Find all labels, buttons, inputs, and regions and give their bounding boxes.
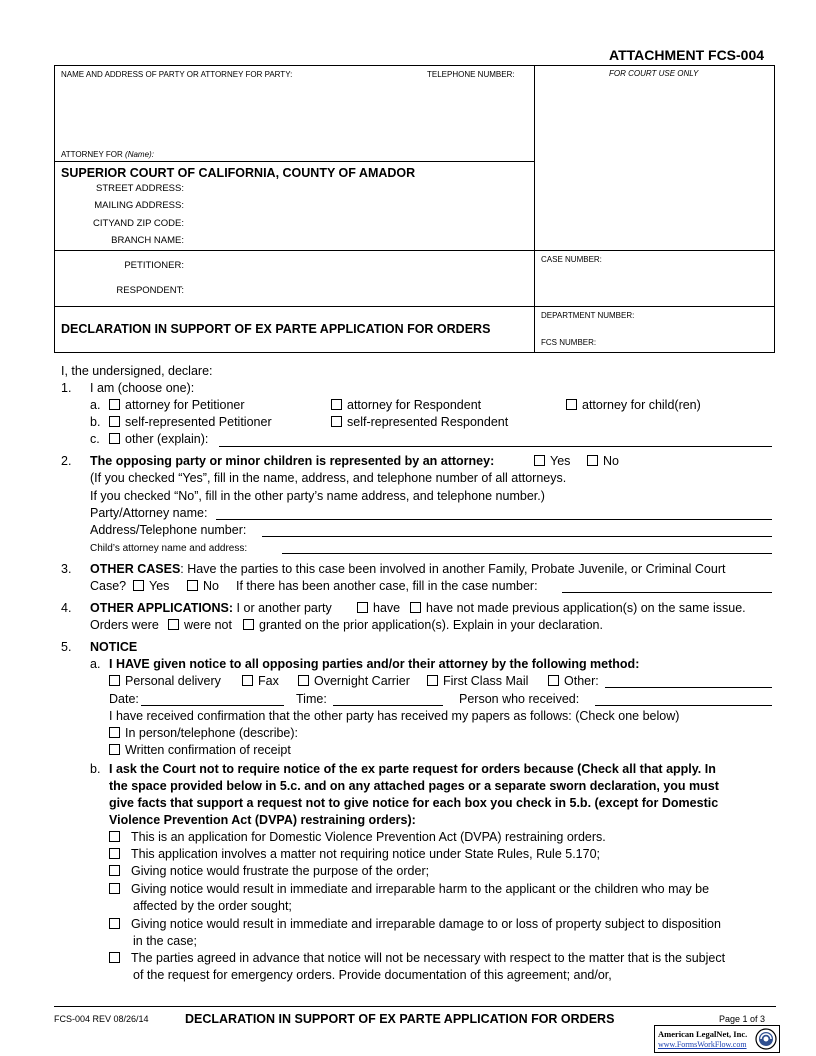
no-label: No [603, 454, 619, 468]
confirm-in-person[interactable] [109, 726, 298, 740]
checkbox[interactable] [298, 675, 309, 686]
footer-form-rev: FCS-004 REV 08/26/14 [54, 1014, 149, 1024]
s5-a-label: a. [90, 657, 101, 671]
child-attorney-label: Child’s attorney name and address: [90, 543, 248, 554]
checkbox[interactable] [109, 675, 120, 686]
reason-label: Giving notice would frustrate the purpose of the order; [131, 864, 430, 878]
checkbox[interactable] [109, 883, 120, 894]
attorney-for-name: (Name): [125, 150, 154, 159]
s3-question: : Have the parties to this case been involved in another Family, Probate Juvenile, or Criminal Court [180, 562, 726, 576]
s2-number: 2. [61, 454, 72, 468]
american-legalnet-logo [654, 1025, 780, 1053]
department-number-label: DEPARTMENT NUMBER: [541, 311, 635, 320]
reason-label: This is an application for Domestic Violence Prevention Act (DVPA) restraining orders. [131, 830, 606, 844]
reason-frustrate[interactable] [109, 864, 429, 878]
reason-harm-cont: affected by the order sought; [133, 899, 292, 913]
city-zip-label: CITYAND ZIP CODE: [93, 218, 184, 229]
in-person-label: In person/telephone (describe): [125, 726, 299, 740]
opt-self-petitioner[interactable] [109, 415, 272, 429]
have-label: have [373, 601, 401, 615]
notice-personal[interactable] [109, 674, 221, 688]
s3-case-q: Case? [90, 579, 127, 593]
checkbox[interactable] [243, 619, 254, 630]
date-label: Date: [109, 692, 139, 706]
date-line[interactable] [141, 705, 284, 706]
other-label: Other: [564, 674, 599, 688]
fax-label: Fax [258, 674, 279, 688]
reason-label: The parties agreed in advance that notice will not be necessary with respect to the matter that is the subject [131, 951, 726, 965]
person-line[interactable] [595, 705, 772, 706]
s4-text: I or another party [236, 601, 332, 615]
checkbox[interactable] [534, 455, 545, 466]
s2-line2: If you checked “No”, fill in the other party’s name address, and telephone number.) [90, 489, 545, 503]
reason-dvpa[interactable] [109, 830, 606, 844]
s4-have-not[interactable] [410, 601, 746, 615]
opt-other[interactable] [109, 432, 208, 446]
s4-number: 4. [61, 601, 72, 615]
reason-agreed-cont: of the request for emergency orders. Provide documentation of this agreement; and/or, [133, 968, 612, 982]
granted-label: granted on the prior application(s). Explain in your declaration. [259, 618, 603, 632]
notice-other[interactable] [548, 674, 599, 688]
personal-label: Personal delivery [125, 674, 221, 688]
opt-label: self-represented Respondent [347, 415, 509, 429]
mailing-address-label: MAILING ADDRESS: [94, 200, 184, 211]
address-phone-label: Address/Telephone number: [90, 523, 247, 537]
notice-first-class[interactable] [427, 674, 528, 688]
person-label: Person who received: [459, 692, 580, 706]
form-title: DECLARATION IN SUPPORT OF EX PARTE APPLICATION FOR ORDERS [61, 322, 491, 336]
party-attorney-line[interactable] [216, 519, 772, 520]
opt-self-respondent[interactable] [331, 415, 508, 429]
s4-orders-were: Orders were [90, 618, 159, 632]
s3-yes[interactable] [133, 579, 169, 593]
s5-b-line4: Violence Prevention Act (DVPA) restraining orders): [109, 813, 416, 827]
respondent-label: RESPONDENT: [116, 285, 184, 296]
checkbox[interactable] [587, 455, 598, 466]
yes-label: Yes [550, 454, 571, 468]
opt-label: attorney for Petitioner [125, 398, 245, 412]
reason-rule-5170[interactable] [109, 847, 600, 861]
s4-have[interactable] [357, 601, 400, 615]
checkbox[interactable] [357, 602, 368, 613]
yes-label: Yes [149, 579, 170, 593]
s2-yes[interactable] [534, 454, 570, 468]
s5-b-line2: the space provided below in 5.c. and on any attached pages or a separate sworn declaration, you must [109, 779, 719, 793]
footer-rule [54, 1006, 776, 1007]
court-name: SUPERIOR COURT OF CALIFORNIA, COUNTY OF AMADOR [61, 166, 416, 180]
s5-title: NOTICE [90, 640, 138, 654]
reason-label: This application involves a matter not requiring notice under State Rules, Rule 5.170; [131, 847, 601, 861]
checkbox[interactable] [109, 416, 120, 427]
reason-property-cont: in the case; [133, 934, 197, 948]
logo-line1: American LegalNet, Inc. [658, 1029, 748, 1039]
s5-b-label: b. [90, 762, 101, 776]
opt-label: attorney for Respondent [347, 398, 482, 412]
first-class-label: First Class Mail [443, 674, 529, 688]
notice-fax[interactable] [242, 674, 279, 688]
s2-title: The opposing party or minor children is represented by an attorney: [90, 454, 495, 468]
s3-no[interactable] [187, 579, 219, 593]
time-label: Time: [296, 692, 327, 706]
opt-attorney-respondent[interactable] [331, 398, 481, 412]
confirm-written[interactable] [109, 743, 291, 757]
checkbox[interactable] [109, 744, 120, 755]
reason-harm[interactable] [109, 882, 709, 896]
opt-attorney-petitioner[interactable] [109, 398, 245, 412]
attorney-for-text: ATTORNEY FOR [61, 150, 123, 159]
checkbox[interactable] [168, 619, 179, 630]
s3-number: 3. [61, 562, 72, 576]
s5-number: 5. [61, 640, 72, 654]
checkbox[interactable] [109, 831, 120, 842]
s1-b-label: b. [90, 415, 101, 429]
s1-c-label: c. [90, 432, 100, 446]
opt-label: self-represented Petitioner [125, 415, 272, 429]
overnight-label: Overnight Carrier [314, 674, 410, 688]
attorney-for-label [61, 150, 154, 159]
s5-b-line1: I ask the Court not to require notice of the ex parte request for orders because (Check all that apply. In [109, 762, 716, 776]
s4-title: OTHER APPLICATIONS: [90, 601, 234, 615]
fcs-number-label: FCS NUMBER: [541, 338, 597, 347]
party-label: NAME AND ADDRESS OF PARTY OR ATTORNEY FOR PARTY: [61, 70, 293, 79]
s2-no[interactable] [587, 454, 619, 468]
checkbox[interactable] [109, 848, 120, 859]
address-phone-line[interactable] [262, 536, 772, 537]
branch-name-label: BRANCH NAME: [111, 235, 184, 246]
footer-page: Page 1 of 3 [719, 1014, 766, 1024]
opt-attorney-children[interactable] [566, 398, 701, 412]
attachment-title: ATTACHMENT FCS-004 [609, 47, 765, 63]
child-attorney-line[interactable] [282, 553, 772, 554]
checkbox[interactable] [109, 865, 120, 876]
court-use-label: FOR COURT USE ONLY [609, 69, 699, 78]
s5-b-line3: give facts that support a request not to give notice for each box you check in 5.b. (except for Domestic [109, 796, 719, 810]
checkbox[interactable] [331, 399, 342, 410]
logo-emblem-icon [755, 1028, 777, 1050]
s4-granted[interactable] [243, 618, 603, 632]
opt-label: attorney for child(ren) [582, 398, 701, 412]
logo-line2: www.FormsWorkFlow.com [658, 1040, 747, 1049]
reason-agreed[interactable] [109, 951, 725, 965]
s3-text [90, 562, 725, 576]
opt-label: other (explain): [125, 432, 209, 446]
checkbox[interactable] [242, 675, 253, 686]
intro-text: I, the undersigned, declare: [61, 364, 213, 378]
written-label: Written confirmation of receipt [125, 743, 291, 757]
reason-property[interactable] [109, 917, 721, 931]
footer-title: DECLARATION IN SUPPORT OF EX PARTE APPLICATION FOR ORDERS [185, 1012, 615, 1026]
s2-line1: (If you checked “Yes”, fill in the name, address, and telephone number of all attorneys. [90, 471, 567, 485]
checkbox[interactable] [109, 952, 120, 963]
s1-a-label: a. [90, 398, 101, 412]
s3-title: OTHER CASES [90, 562, 181, 576]
checkbox[interactable] [410, 602, 421, 613]
checkbox[interactable] [133, 580, 144, 591]
checkbox[interactable] [427, 675, 438, 686]
notice-overnight[interactable] [298, 674, 410, 688]
reason-label: Giving notice would result in immediate and irreparable harm to the applicant or the children who may be [131, 882, 710, 896]
s1-number: 1. [61, 381, 72, 395]
have-not-label: have not made previous application(s) on the same issue. [426, 601, 746, 615]
checkbox[interactable] [109, 399, 120, 410]
case-number-label: CASE NUMBER: [541, 255, 602, 264]
telephone-label: TELEPHONE NUMBER: [427, 70, 515, 79]
checkbox[interactable] [109, 918, 120, 929]
s4-were-not[interactable] [168, 618, 232, 632]
checkbox[interactable] [109, 727, 120, 738]
time-line[interactable] [333, 705, 443, 706]
checkbox[interactable] [566, 399, 577, 410]
s1-title: I am (choose one): [90, 381, 195, 395]
petitioner-label: PETITIONER: [124, 260, 184, 271]
checkbox[interactable] [109, 433, 120, 444]
s3-fill: If there has been another case, fill in the case number: [236, 579, 538, 593]
street-address-label: STREET ADDRESS: [96, 183, 184, 194]
confirm-text: I have received confirmation that the other party has received my papers as follows: (Check one below) [109, 709, 680, 723]
other-explain-line[interactable] [219, 446, 772, 447]
were-not-label: were not [184, 618, 232, 632]
reason-label: Giving notice would result in immediate and irreparable damage to or loss of property subject to disposition [131, 917, 721, 931]
s5-a-title: I HAVE given notice to all opposing parties and/or their attorney by the following method: [109, 657, 640, 671]
notice-other-line[interactable] [605, 687, 772, 688]
checkbox[interactable] [548, 675, 559, 686]
checkbox[interactable] [331, 416, 342, 427]
case-number-line[interactable] [562, 592, 772, 593]
checkbox[interactable] [187, 580, 198, 591]
s4-line1 [90, 601, 332, 615]
no-label: No [203, 579, 219, 593]
party-attorney-label: Party/Attorney name: [90, 506, 208, 520]
